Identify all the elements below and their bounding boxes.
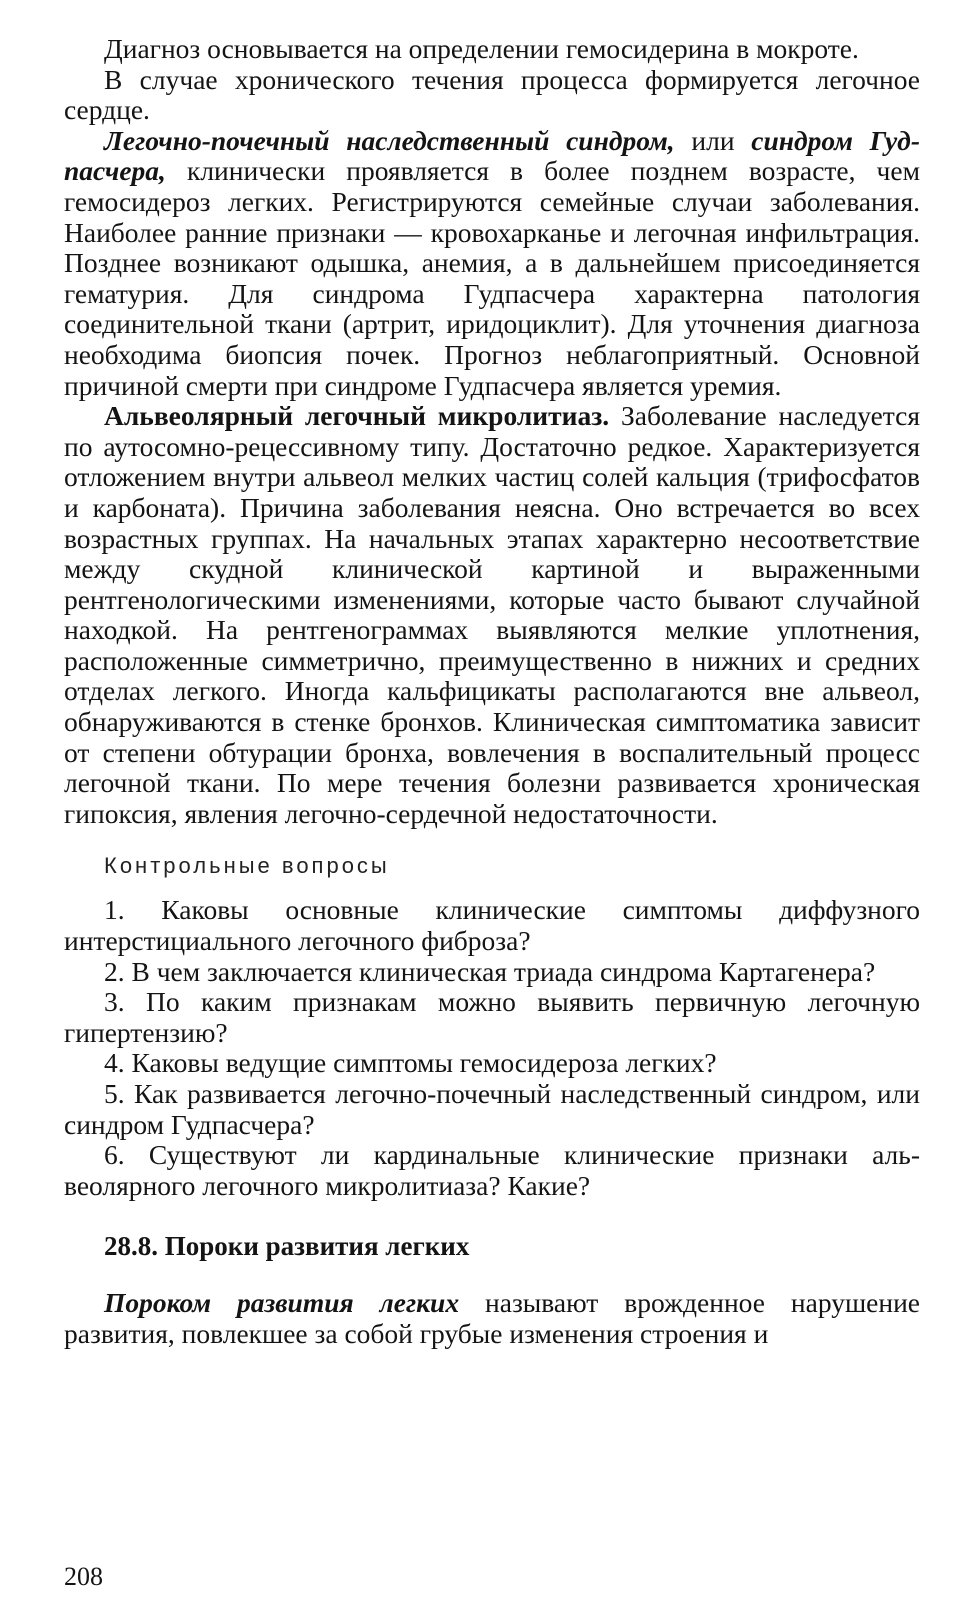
paragraph-microlithiasis-text: Заболевание наследуется по аутосомно-рецессивному типу. Достаточно редкое. Характеризуется отложением внутри альвеол мелких частиц солей кальция (трифосфатов и карбоната). Причина заболевания неясна. Оно встречается во всех возрастных группах. На начальных этапах характерно несоответствие между скудной клинической картиной и выраженными рентгенологическими изменениями, которые часто бывают случайной находкой. На рентгенограммах выявляются мелкие уплотнения, расположенные симметрично, преимущественно в нижних и средних отделах легкого. Иногда кальфицикаты располагаются вне альвеол, обнаруживаются в стенке бронхов. Клиническая симптоматика зависит от степени обтурации бронха, вовлечения в воспалительный процесс легочной ткани. По мере течения болезни развивается хроническая гипоксия, явления легочно-сердечной недостаточности. [64,400,920,829]
paragraph-diagnosis: Диагноз основывается на определении гемосидерина в мокроте. [104,33,859,64]
paragraph-malformations [64,1288,920,1349]
section-title: 28.8. Пороки развития легких [104,1231,470,1262]
paragraph-goodpasture [64,126,920,401]
page-body [64,34,920,1349]
term-microlithiasis: Альвеолярный легочный микролитиаз. [104,400,610,432]
question-item: 1. Каковы основные клинические симптомы диффузного интерстициального легочного фиброза? [64,894,920,957]
question-item: 4. Каковы ведущие симптомы гемосидероза легких? [104,1047,717,1079]
paragraph-malformations-text: называют врожденное нарушение развития, повлекшее за собой грубые изменения строения и [64,1286,921,1349]
questions-list [64,895,920,1201]
paragraph-chronic: В случае хронического течения процесса формируется легочное сердце. [64,63,920,126]
paragraph-microlithiasis [64,401,920,829]
questions-heading: Контрольные вопросы [104,853,390,879]
term-goodpasture: Легочно-почечный наследственный синдром, [104,124,675,156]
paragraph-goodpasture-text: клинически проявляется в более позднем возрасте, чем гемосидероз легких. Регистрируются семейные случаи заболевания. Наиболее ранние признаки — кровохарканье и легочная инфильтрация. Позднее возникают одышка, анемия, а в дальнейшем присоединяется гематурия. Для синдрома Гудпасчера характерна патология соединительной ткани (артрит, иридоциклит). Для уточнения диагноза необходима биопсия почек. Прогноз неблагоприятный. Основной причиной смерти при синдроме Гудпасчера является уремия. [64,155,920,401]
conjunction: или [674,124,752,156]
page-number: 208 [64,1562,103,1591]
term-malformation: Пороком развития легких [104,1286,460,1318]
question-item: 5. Как развивается легочно-почечный наследственный синдром, или синдром Гудпасчера? [64,1078,920,1140]
question-item: 3. По каким признакам можно выявить первичную легочную гипертензию? [64,986,920,1048]
question-item: 6. Существуют ли кардинальные клинические признаки альвеолярного легочного микролитиаза? Какие? [64,1139,920,1201]
question-item: 2. В чем заключается клиническая триада синдрома Картагенера? [104,955,876,987]
term-goodpasture-syndrome: синдром Гудпасчера, [64,124,920,187]
